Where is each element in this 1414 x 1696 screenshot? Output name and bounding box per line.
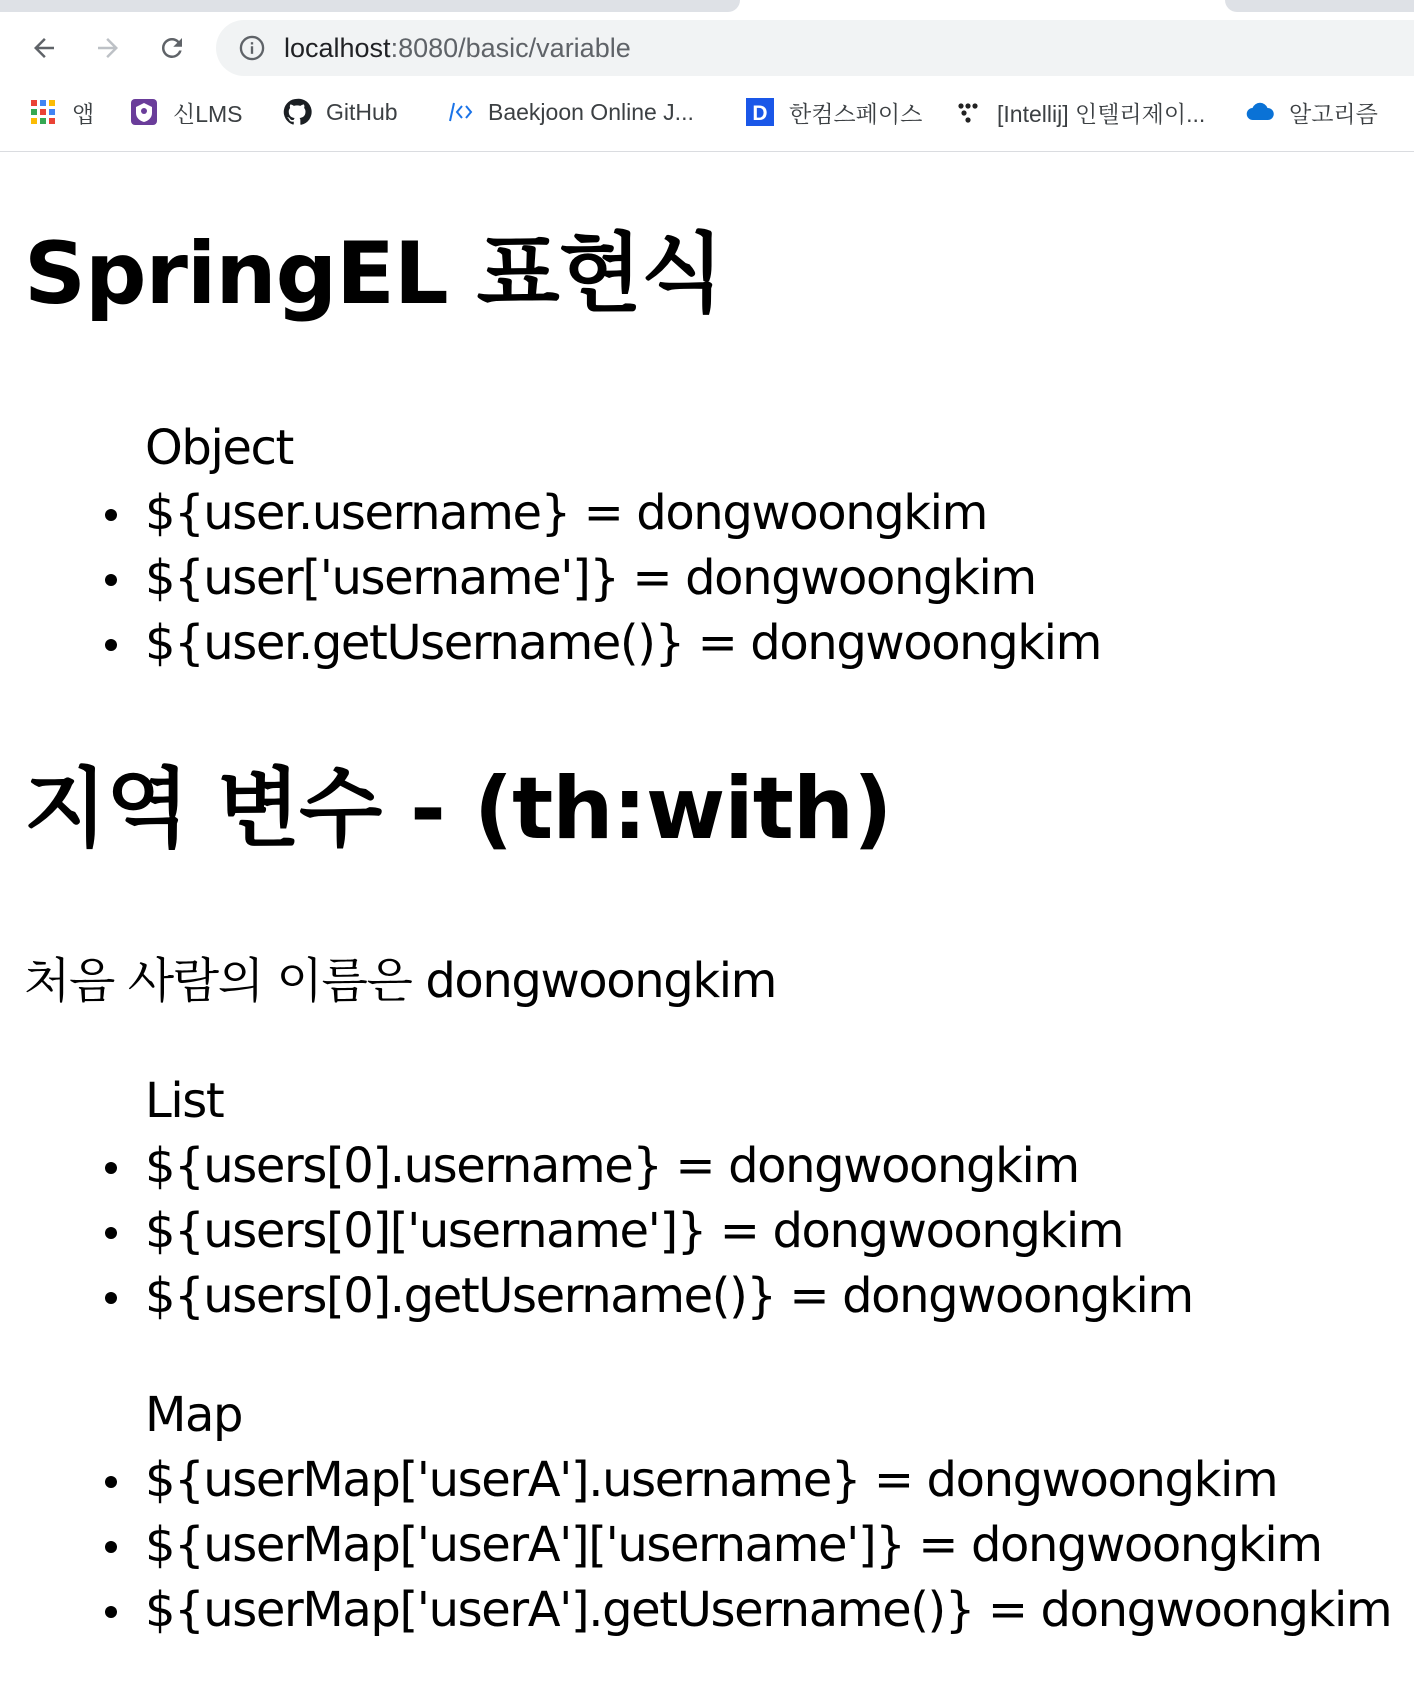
list-item-text: ${user.username} = dongwoongkim — [145, 485, 987, 541]
bullet — [105, 1606, 117, 1618]
bullet — [105, 574, 117, 586]
section-heading: 지역 변수 - (th:with) — [24, 759, 892, 859]
object-list — [0, 481, 1101, 676]
bullet — [105, 1476, 117, 1488]
list-item-text: ${userMap['userA']['username']} = dongwoongkim — [145, 1517, 1322, 1573]
list-item — [0, 611, 1101, 676]
url-text[interactable] — [284, 32, 631, 64]
list-item-text: ${users[0].getUsername()} = dongwoongkim — [145, 1268, 1193, 1324]
browser-toolbar — [0, 0, 1414, 152]
bookmarks-bar — [0, 88, 1414, 136]
tab-strip — [0, 0, 1414, 12]
dots-logo-icon — [953, 97, 983, 127]
bookmark-hancom[interactable] — [745, 92, 922, 132]
bullet — [105, 1227, 117, 1239]
apps-grid-icon — [28, 97, 58, 127]
page-content — [0, 152, 1414, 1696]
bookmark-lms[interactable] — [129, 92, 243, 132]
bullet — [105, 1541, 117, 1553]
first-name-text: 처음 사람의 이름은 dongwoongkim — [24, 953, 777, 1009]
list-item-text: ${userMap['userA'].getUsername()} = dongwoongkim — [145, 1582, 1392, 1638]
list-item-text: ${users[0].username} = dongwoongkim — [145, 1138, 1079, 1194]
bookmark-baekjoon[interactable] — [444, 92, 694, 132]
bookmark-apps[interactable] — [28, 92, 94, 132]
bookmark-label: [Intellij] 인텔리제이... — [997, 100, 1206, 127]
url-path: :8080/basic/variable — [390, 33, 631, 63]
tab-background-right[interactable] — [1225, 0, 1414, 12]
d-logo-icon — [745, 97, 775, 127]
list-item — [0, 1578, 1391, 1643]
list-caption: List — [145, 1073, 224, 1129]
bookmark-label: 한컴스페이스 — [789, 100, 923, 127]
bookmark-label: 알고리즘 — [1289, 100, 1378, 127]
map-caption: Map — [145, 1387, 243, 1443]
url-host: localhost — [284, 33, 391, 63]
bullet — [105, 509, 117, 521]
users-list — [0, 1134, 1193, 1329]
bookmark-github[interactable] — [282, 92, 398, 132]
object-caption: Object — [145, 420, 293, 476]
bookmark-label: GitHub — [326, 98, 398, 125]
list-item — [0, 481, 1101, 546]
code-brackets-icon — [444, 97, 474, 127]
list-item — [0, 1513, 1391, 1578]
list-item — [0, 1134, 1193, 1199]
reload-button[interactable] — [152, 28, 192, 68]
bookmark-label: 신LMS — [173, 100, 243, 127]
bullet — [105, 1162, 117, 1174]
address-bar[interactable] — [216, 20, 1414, 76]
svg-text:D: D — [752, 102, 768, 125]
forward-button[interactable] — [88, 28, 128, 68]
cloud-icon — [1245, 97, 1275, 127]
arrow-left-icon — [29, 33, 59, 63]
bullet — [105, 639, 117, 651]
user-map-list — [0, 1448, 1391, 1643]
tab-background-left[interactable] — [0, 0, 740, 12]
info-icon[interactable] — [238, 34, 266, 62]
lms-icon — [129, 97, 159, 127]
arrow-right-icon — [93, 33, 123, 63]
bullet — [105, 1292, 117, 1304]
bookmark-label: Baekjoon Online J... — [488, 98, 694, 125]
page-title: SpringEL 표현식 — [24, 224, 723, 324]
bookmark-intellij[interactable] — [953, 92, 1205, 132]
github-icon — [282, 97, 312, 127]
bookmark-label: 앱 — [72, 100, 95, 127]
bookmark-algorithm[interactable] — [1245, 92, 1378, 132]
list-item — [0, 1264, 1193, 1329]
list-item — [0, 1448, 1391, 1513]
list-item-text: ${userMap['userA'].username} = dongwoongkim — [145, 1452, 1278, 1508]
reload-icon — [157, 33, 187, 63]
list-item-text: ${user.getUsername()} = dongwoongkim — [145, 615, 1101, 671]
back-button[interactable] — [24, 28, 64, 68]
list-item — [0, 546, 1101, 611]
list-item-text: ${users[0]['username']} = dongwoongkim — [145, 1203, 1124, 1259]
list-item — [0, 1199, 1193, 1264]
list-item-text: ${user['username']} = dongwoongkim — [145, 550, 1036, 606]
